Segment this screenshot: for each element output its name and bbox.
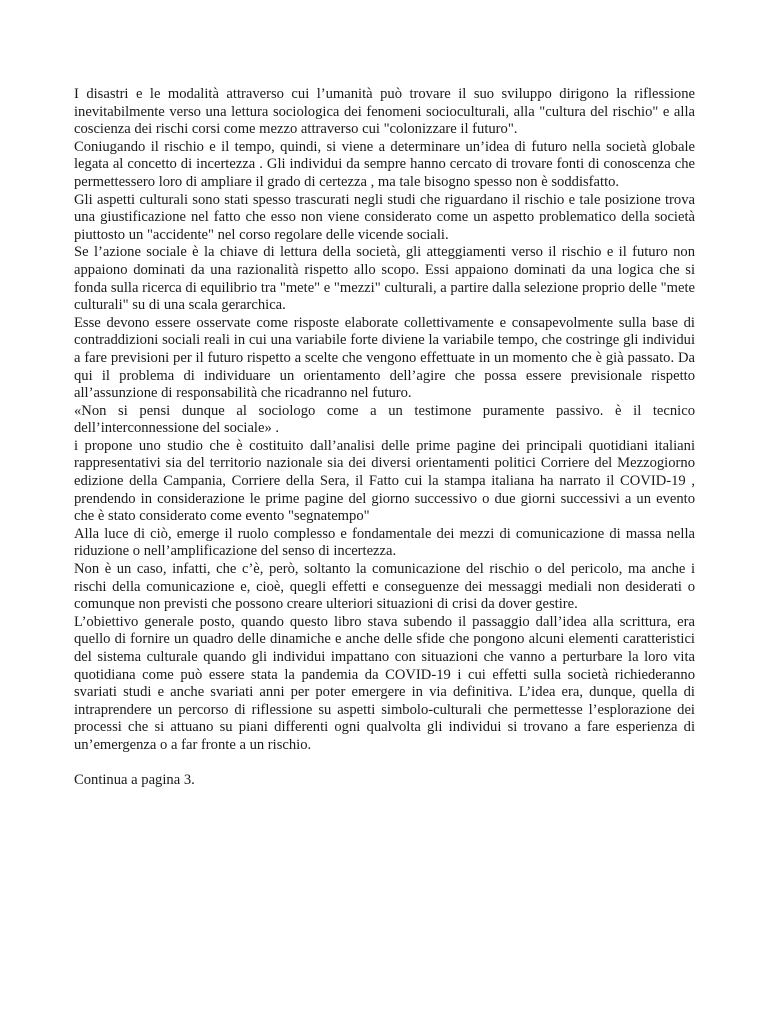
continue-note: Continua a pagina 3.: [74, 772, 195, 789]
paragraph-7: i propone uno studio che è costituito dall’analisi delle prime pagine dei principali quotidiani italiani rappresentativi sia del territorio nazionale sia dei diversi orientamenti politici Corriere del Mezzogiorno edizione della Campania, Corriere della Sera, il Fatto cui la stampa italiana ha narrato il COVID-19 , prendendo in considerazione le prime pagine del giorno successivo o due giorni successivi a un evento che è stato considerato come evento "segnatempo": [74, 437, 695, 525]
paragraph-8: Alla luce di ciò, emerge il ruolo complesso e fondamentale dei mezzi di comunicazione di massa nella riduzione o nell’amplificazione del senso di incertezza.: [74, 525, 695, 560]
document-page: [74, 86, 695, 790]
blank-line: [74, 755, 695, 773]
paragraph-1: I disastri e le modalità attraverso cui l’umanità può trovare il suo sviluppo dirigono la riflessione inevitabilmente verso una lettura sociologica dei fenomeni socioculturali, alla "cultura del rischio" e alla coscienza dei rischi corsi come mezzo attraverso cui "colonizzare il futuro".: [74, 86, 695, 138]
paragraph-4: Se l’azione sociale è la chiave di lettura della società, gli atteggiamenti verso il rischio e il futuro non appaiono dominati da una razionalità rispetto allo scopo. Essi appaiono dominati da una logica che si fonda sulla ricerca di equilibrio tra "mete" e "mezzi" culturali, a partire dalla selezione proprio delle "mete culturali" su di una scala gerarchica.: [74, 244, 695, 314]
paragraph-5: Esse devono essere osservate come risposte elaborate collettivamente e consapevolmente sulla base di contraddizioni sociali reali in cui una variabile forte diviene la variabile tempo, che costringe gli individui a fare previsioni per il futuro rispetto a scelte che vengono effettuate in un momento che è già passato. Da qui il problema di individuare un orientamento dell’agire che possa essere previsionale rispetto all’assunzione di responsabilità che ricadranno nel futuro.: [74, 314, 695, 402]
paragraph-3: Gli aspetti culturali sono stati spesso trascurati negli studi che riguardano il rischio e tale posizione trova una giustificazione nel fatto che esso non viene considerato come un aspetto problematico della società piuttosto un "accidente" nel corso regolare delle vicende sociali.: [74, 191, 695, 243]
paragraph-10: L’obiettivo generale posto, quando questo libro stava subendo il passaggio dall’idea alla scrittura, era quello di fornire un quadro delle dinamiche e anche delle sfide che pongono alcuni elementi caratteristici del sistema culturale quando gli individui impattano con situazioni che vanno a perturbare la loro vita quotidiana come può essere stata la pandemia da COVID-19 i cui effetti sulla società richiederanno svariati studi e anche svariati anni per poter emergere in via definitiva. L’idea era, dunque, quella di intraprendere un percorso di riflessione su aspetti simbolo-culturali che permettesse l’esplorazione dei processi che si attuano su piani differenti ogni qualvolta gli individui si trovano a fare esperienza di un’emergenza o a far fronte a un rischio.: [74, 613, 695, 753]
paragraph-6: «Non si pensi dunque al sociologo come a un testimone puramente passivo. è il tecnico dell’interconnessione del sociale» .: [74, 402, 695, 437]
paragraph-9: Non è un caso, infatti, che c’è, però, soltanto la comunicazione del rischio o del pericolo, ma anche i rischi della comunicazione e, cioè, quegli effetti e conseguenze dei messaggi mediali non desiderati o comunque non previsti che possono creare ulteriori situazioni di crisi da dover gestire.: [74, 561, 695, 613]
paragraph-2: Coniugando il rischio e il tempo, quindi, si viene a determinare un’idea di futuro nella società globale legata al concetto di incertezza . Gli individui da sempre hanno cercato di trovare fonti di conoscenza che permettessero loro di ampliare il grado di certezza , ma tale bisogno spesso non è soddisfatto.: [74, 138, 695, 190]
